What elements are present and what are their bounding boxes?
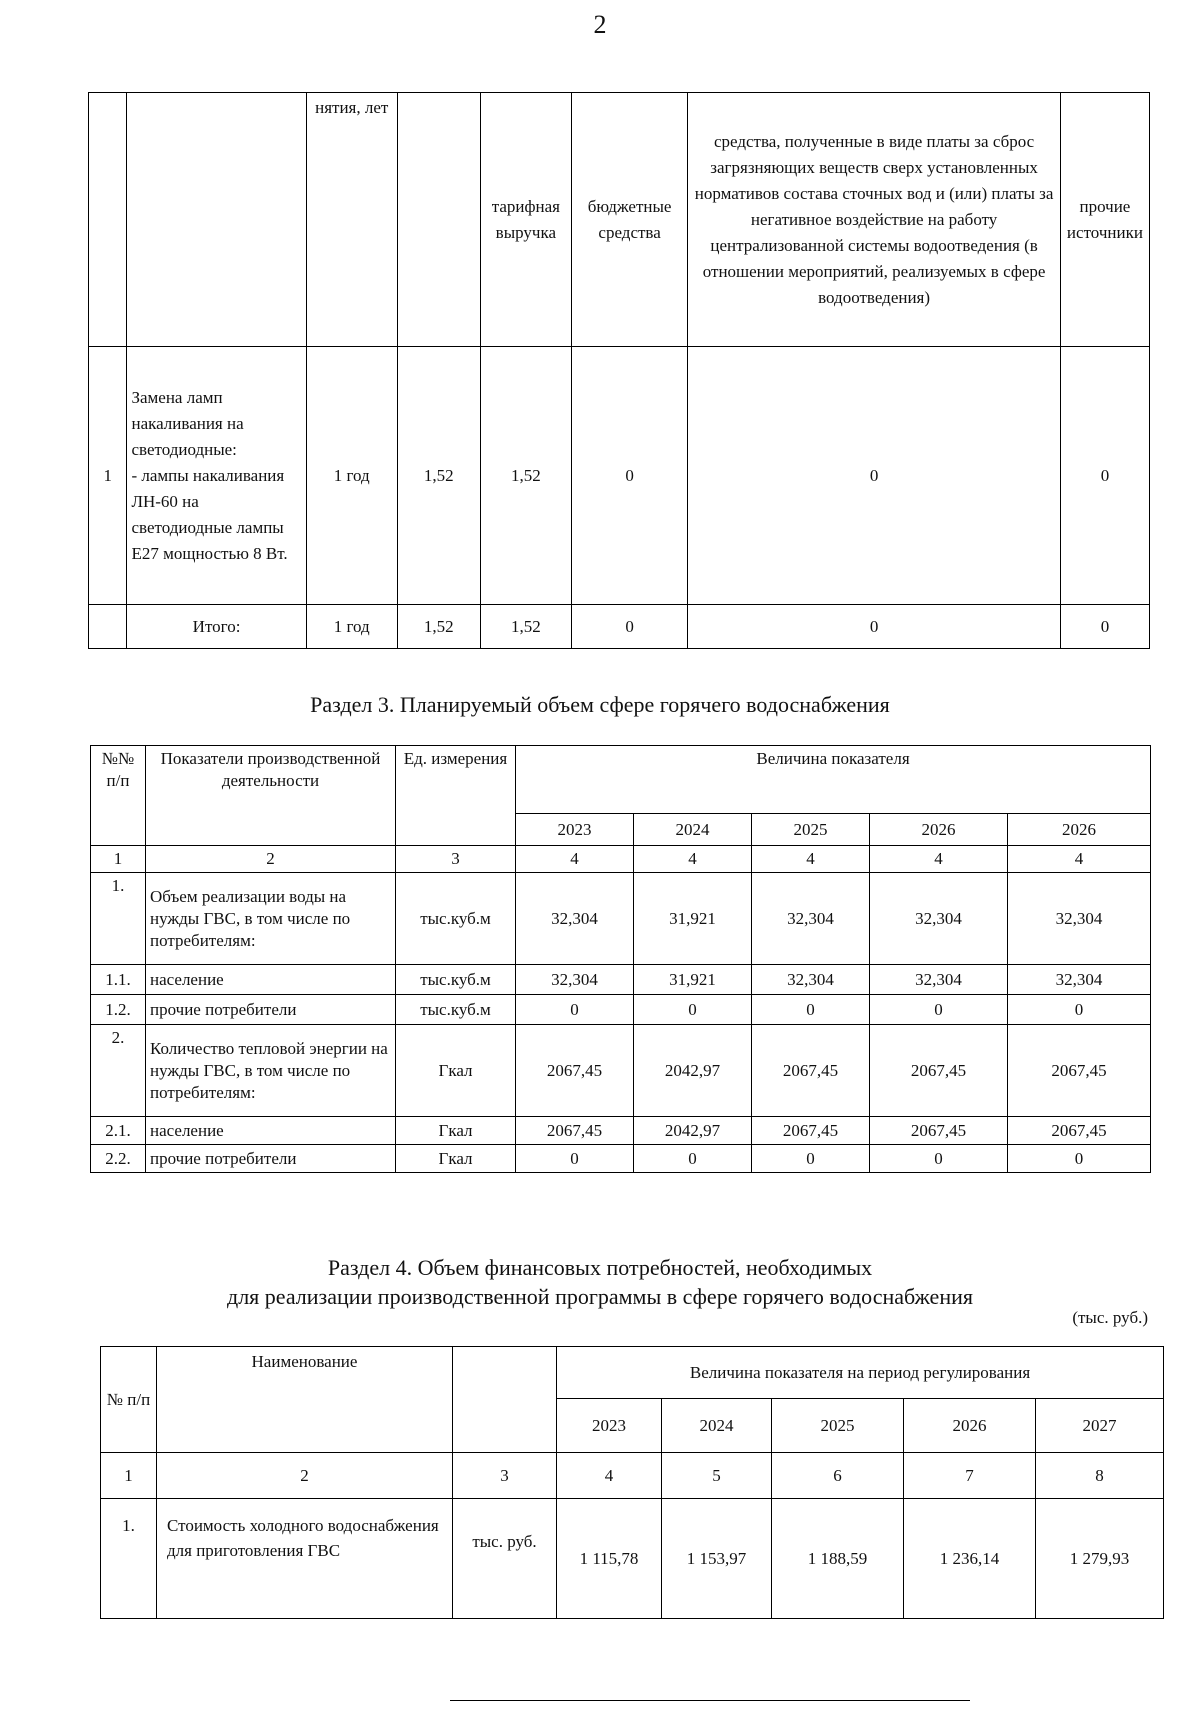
header-other: прочие источники [1060,93,1149,347]
row-name: прочие потребители [146,995,396,1025]
header-value: Величина показателя [516,746,1151,814]
total-row [89,605,1150,649]
header-year: 2024 [662,1399,772,1453]
section4-title-line1: Раздел 4. Объем финансовых потребностей, необходимых [327,1255,873,1280]
header-num: №№ п/п [91,746,146,846]
row-num: 1.1. [91,965,146,995]
index-cell: 2 [157,1453,453,1499]
table-row [91,995,1151,1025]
unit-note: (тыс. руб.) [1072,1308,1148,1327]
table-header-row [91,746,1151,814]
row-num: 2. [91,1025,146,1117]
table-row [91,1025,1151,1117]
row-value: 2067,45 [870,1117,1008,1145]
row-period: 1 год [306,347,397,605]
row-value: 32,304 [870,873,1008,965]
table-row [91,1117,1151,1145]
header-period: нятия, лет [306,93,397,347]
row-value: 2067,45 [1008,1117,1151,1145]
index-row [101,1453,1164,1499]
row-value: 0 [516,1145,634,1173]
header-fees: средства, полученные в виде платы за сброс загрязняющих веществ сверх установленных нормативов состава сточных вод и (или) платы за негативное воздействие на работу централизованной системы водоотведения (в отношении мероприятий, реализуемых в сфере водоотведения) [688,93,1061,347]
row-value: 0 [1008,995,1151,1025]
total-num [89,605,127,649]
header-year: 2025 [772,1399,904,1453]
row-value: 32,304 [870,965,1008,995]
index-cell: 4 [634,846,752,873]
row-budget: 0 [571,347,687,605]
index-cell: 4 [870,846,1008,873]
row-value: 32,304 [752,873,870,965]
table-row [91,873,1151,965]
header-year: 2026 [1008,814,1151,846]
header-year: 2026 [904,1399,1036,1453]
row-value: 2067,45 [516,1025,634,1117]
row-value: 2067,45 [516,1117,634,1145]
measures-financing-table [88,92,1150,649]
row-value: 2067,45 [1008,1025,1151,1117]
header-year: 2025 [752,814,870,846]
row-name: население [146,1117,396,1145]
row-unit: тыс. руб. [453,1499,557,1619]
total-sum: 1,52 [397,605,480,649]
row-value: 0 [516,995,634,1025]
row-value: 32,304 [752,965,870,995]
index-row [91,846,1151,873]
row-num: 1. [101,1499,157,1619]
row-value: 31,921 [634,873,752,965]
row-num: 1.2. [91,995,146,1025]
financial-needs-table [100,1346,1164,1619]
row-value: 2067,45 [752,1025,870,1117]
row-value: 1 115,78 [557,1499,662,1619]
row-value: 0 [1008,1145,1151,1173]
table-row [91,1145,1151,1173]
header-indicator: Показатели производственной деятельности [146,746,396,846]
row-value: 0 [870,1145,1008,1173]
total-period: 1 год [306,605,397,649]
row-name: население [146,965,396,995]
row-num: 2.1. [91,1117,146,1145]
row-value: 2067,45 [752,1117,870,1145]
row-value: 32,304 [516,965,634,995]
row-value: 32,304 [1008,873,1151,965]
row-other: 0 [1060,347,1149,605]
row-num: 2.2. [91,1145,146,1173]
planned-volume-table [90,745,1151,1173]
row-unit: Гкал [396,1025,516,1117]
row-name: прочие потребители [146,1145,396,1173]
row-unit: Гкал [396,1117,516,1145]
table-row [91,965,1151,995]
bottom-rule [450,1700,970,1701]
index-cell: 4 [557,1453,662,1499]
total-other: 0 [1060,605,1149,649]
row-value: 31,921 [634,965,752,995]
header-total [397,93,480,347]
section4-title-line2: для реализации производственной программы в сфере горячего водоснабжения [227,1284,973,1309]
row-value: 0 [870,995,1008,1025]
header-unit: Ед. измерения [396,746,516,846]
row-value: 1 279,93 [1036,1499,1164,1619]
header-year: 2023 [557,1399,662,1453]
row-value: 2042,97 [634,1117,752,1145]
row-value: 32,304 [1008,965,1151,995]
header-num: № п/п [101,1347,157,1453]
row-unit: тыс.куб.м [396,873,516,965]
row-value: 1 188,59 [772,1499,904,1619]
row-name: Объем реализации воды на нужды ГВС, в том числе по потребителям: [146,873,396,965]
row-value: 1 236,14 [904,1499,1036,1619]
row-name: Замена ламп накаливания на светодиодные: - лампы накаливания ЛН-60 на светодиодные лампы Е27 мощностью 8 Вт. [127,347,306,605]
row-value: 2067,45 [870,1025,1008,1117]
header-year: 2024 [634,814,752,846]
row-unit: тыс.куб.м [396,995,516,1025]
index-cell: 4 [516,846,634,873]
header-year: 2026 [870,814,1008,846]
header-cell [127,93,306,347]
row-name: Стоимость холодного водоснабжения для приготовления ГВС [157,1499,453,1619]
table-header-row [89,93,1150,347]
table-header-row [101,1347,1164,1399]
row-fees: 0 [688,347,1061,605]
header-name: Наименование [157,1347,453,1453]
header-tariff: тарифная выручка [480,93,571,347]
row-value: 0 [752,1145,870,1173]
header-unit [453,1347,557,1453]
section3-title: Раздел 3. Планируемый объем сфере горячего водоснабжения [310,692,890,717]
row-value: 32,304 [516,873,634,965]
total-label: Итого: [127,605,306,649]
index-cell: 3 [453,1453,557,1499]
row-value: 2042,97 [634,1025,752,1117]
index-cell: 7 [904,1453,1036,1499]
row-value: 1 153,97 [662,1499,772,1619]
index-cell: 8 [1036,1453,1164,1499]
row-tariff: 1,52 [480,347,571,605]
index-cell: 5 [662,1453,772,1499]
header-cell [89,93,127,347]
total-fees: 0 [688,605,1061,649]
header-year: 2027 [1036,1399,1164,1453]
row-value: 0 [634,1145,752,1173]
table-row [101,1499,1164,1619]
header-budget: бюджетные средства [571,93,687,347]
index-cell: 3 [396,846,516,873]
header-year: 2023 [516,814,634,846]
header-value: Величина показателя на период регулирования [557,1347,1164,1399]
index-cell: 6 [772,1453,904,1499]
row-unit: Гкал [396,1145,516,1173]
index-cell: 1 [91,846,146,873]
row-value: 0 [752,995,870,1025]
row-name: Количество тепловой энергии на нужды ГВС, в том числе по потребителям: [146,1025,396,1117]
row-num: 1 [89,347,127,605]
total-tariff: 1,52 [480,605,571,649]
row-num: 1. [91,873,146,965]
row-value: 0 [634,995,752,1025]
row-unit: тыс.куб.м [396,965,516,995]
index-cell: 4 [752,846,870,873]
row-total: 1,52 [397,347,480,605]
total-budget: 0 [571,605,687,649]
page-number: 2 [593,10,607,39]
index-cell: 1 [101,1453,157,1499]
index-cell: 2 [146,846,396,873]
table-row [89,347,1150,605]
index-cell: 4 [1008,846,1151,873]
